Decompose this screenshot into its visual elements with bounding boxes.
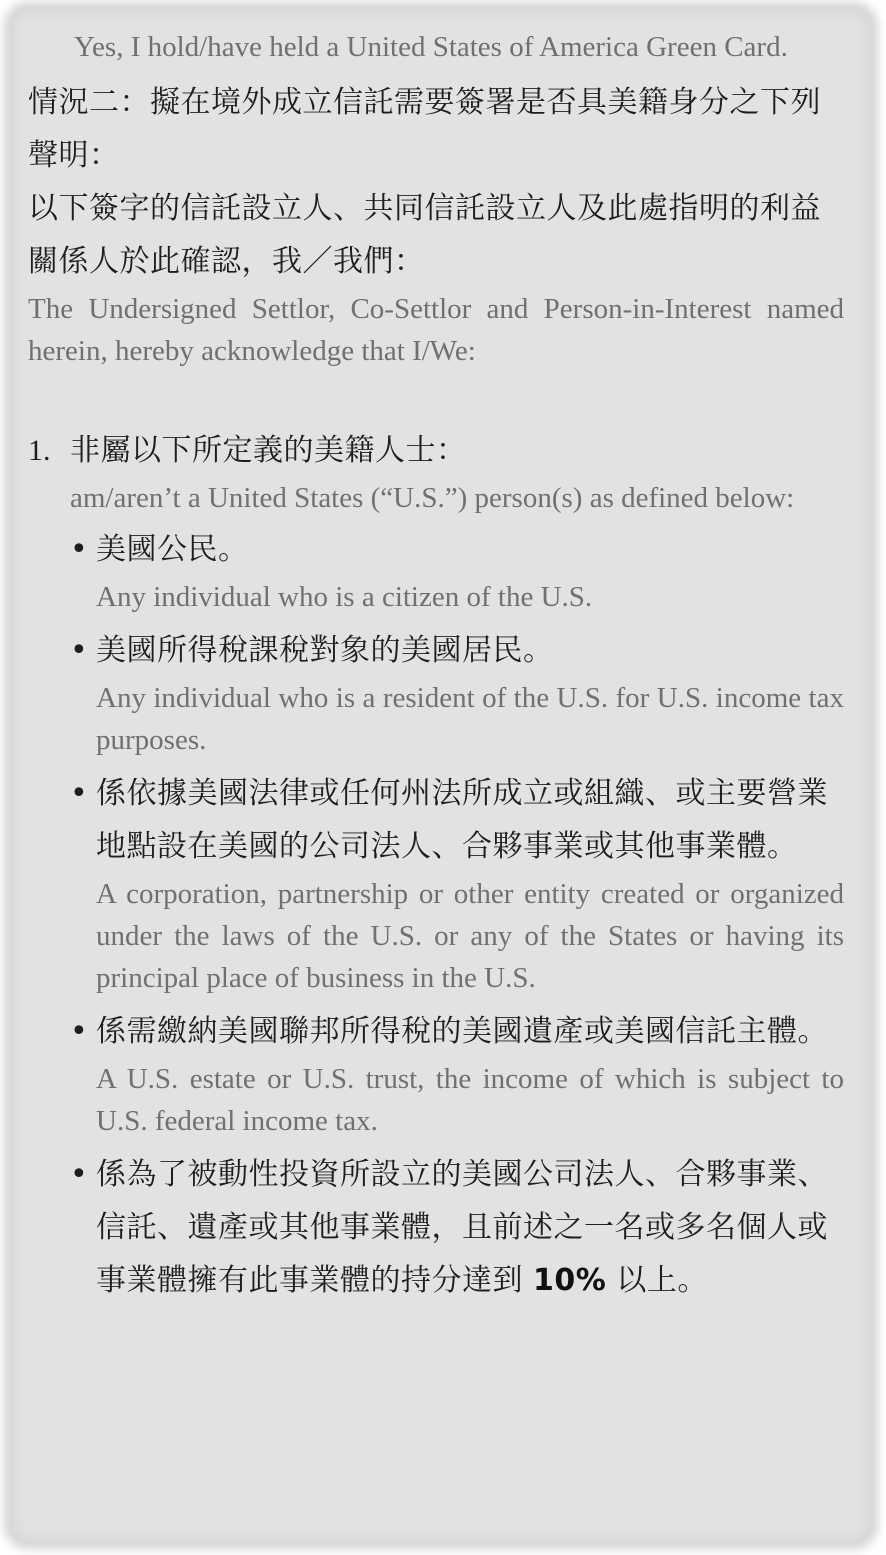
bullet-zh	[96, 1148, 844, 1307]
bullet-zh: 美國所得稅課稅對象的美國居民。	[96, 633, 554, 668]
bullet-en: A U.S. estate or U.S. trust, the income of which is subject to U.S. federal income tax.	[96, 1063, 844, 1137]
bullet-us-citizen	[70, 523, 844, 618]
green-card-statement: Yes, I hold/have held a United States of America Green Card.	[74, 31, 788, 63]
bullet-zh: 係依據美國法律或任何州法所成立或組織、或主要營業地點設在美國的公司法人、合夥事業或其他事業體。	[96, 776, 828, 864]
document-content	[28, 26, 844, 1307]
bullet-icon: •	[70, 532, 88, 567]
list-item-1	[28, 424, 844, 1307]
bullet-en: A corporation, partnership or other entity created or organized under the laws of the U.S. or any of the States or having its principal place of business in the U.S.	[96, 878, 844, 994]
bullet-passive-investment-entity	[70, 1148, 844, 1307]
bullet-zh: 美國公民。	[96, 532, 249, 567]
bullet-icon: •	[70, 633, 88, 668]
item-1-zh: 非屬以下所定義的美籍人士：	[70, 433, 467, 468]
scenario-2-heading: 情況二：擬在境外成立信託需要簽署是否具美籍身分之下列聲明：	[28, 85, 821, 173]
bullet-us-estate-trust	[70, 1005, 844, 1142]
bullet-zh-after: 以上。	[606, 1263, 708, 1298]
document-page	[10, 8, 872, 1543]
bullet-en: Any individual who is a citizen of the U.S.	[96, 581, 593, 613]
bullet-icon: •	[70, 1157, 88, 1192]
bullet-icon: •	[70, 1014, 88, 1049]
intro-en: The Undersigned Settlor, Co-Settlor and Person-in-Interest named herein, hereby acknowledge that I/We:	[28, 293, 844, 367]
item-number: 1.	[28, 434, 51, 467]
ownership-threshold: 10%	[533, 1263, 607, 1298]
bullet-us-entity	[70, 767, 844, 999]
item-1-en: am/aren’t a United States (“U.S.”) person(s) as defined below:	[70, 482, 795, 514]
bullet-zh-before: 係為了被動性投資所設立的美國公司法人、合夥事業、信託、遺產或其他事業體，且前述之一名或多名個人或事業體擁有此事業體的持分達到	[96, 1157, 828, 1298]
bullet-en: Any individual who is a resident of the U.S. for U.S. income tax purposes.	[96, 682, 844, 756]
bullet-zh: 係需繳納美國聯邦所得稅的美國遺產或美國信託主體。	[96, 1014, 828, 1049]
intro-zh: 以下簽字的信託設立人、共同信託設立人及此處指明的利益關係人於此確認，我／我們：	[28, 191, 821, 279]
bullet-icon: •	[70, 776, 88, 811]
spacer	[28, 372, 844, 424]
bullet-us-resident	[70, 624, 844, 761]
